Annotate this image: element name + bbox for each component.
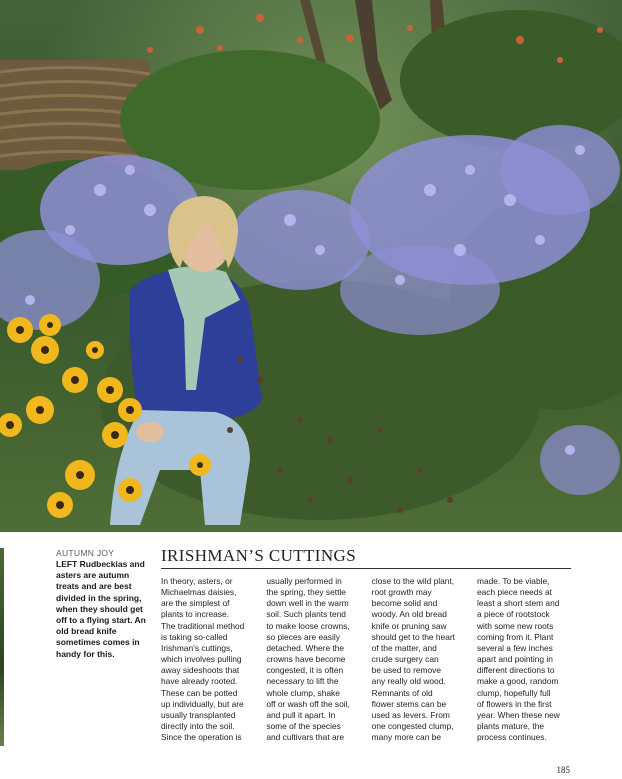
caption-body: LEFT Rudbeckias and asters are autumn treats and are best divided in the spring, when they should get off to a flying start. An old bread knife sometimes comes in handy for this. xyxy=(56,559,146,659)
caption-kicker: AUTUMN JOY xyxy=(56,548,115,558)
article-column-3: close to the wild plant, root growth may become solid and woody. An old bread knife or pruning saw should get to the heart of the matter, and crude surgery can be used to remove any really old wood. Remnants of old flower stems can be used as levers. From one congested clump, many more can be xyxy=(371,576,456,743)
article-column-4: made. To be viable, each piece needs at least a short stem and a piece of rootstock with some new roots coming from it. Plant several a few inches apart and pointing in different directions to make a good, random clump, hopefully full of flowers in the first year. When these new plants mature, the process continues. xyxy=(476,576,560,743)
adjacent-photo-edge xyxy=(0,548,4,746)
article-title: IRISHMAN’S CUTTINGS xyxy=(161,546,571,569)
photo-caption xyxy=(56,548,152,660)
article-body xyxy=(161,576,573,752)
page-number: 185 xyxy=(556,765,570,775)
article-column-2: usually performed in the spring, they settle down well in the warm soil. Such plants tend to make loose crowns, so pieces are easily detached. Where the crowns have become congested, it is often necessary to lift the whole clump, shake off or wash off the soil, and pull it apart. In some of the species and cultivars that are xyxy=(266,576,350,743)
article-column-1: In theory, asters, or Michaelmas daisies, are the simplest of plants to increase. The traditional method is taking so-called Irishman’s cuttings, which involves pulling away sideshoots that have already rooted. These can be potted up individually, but are usually transplanted directly into the soil. Since the operation is xyxy=(161,576,245,743)
